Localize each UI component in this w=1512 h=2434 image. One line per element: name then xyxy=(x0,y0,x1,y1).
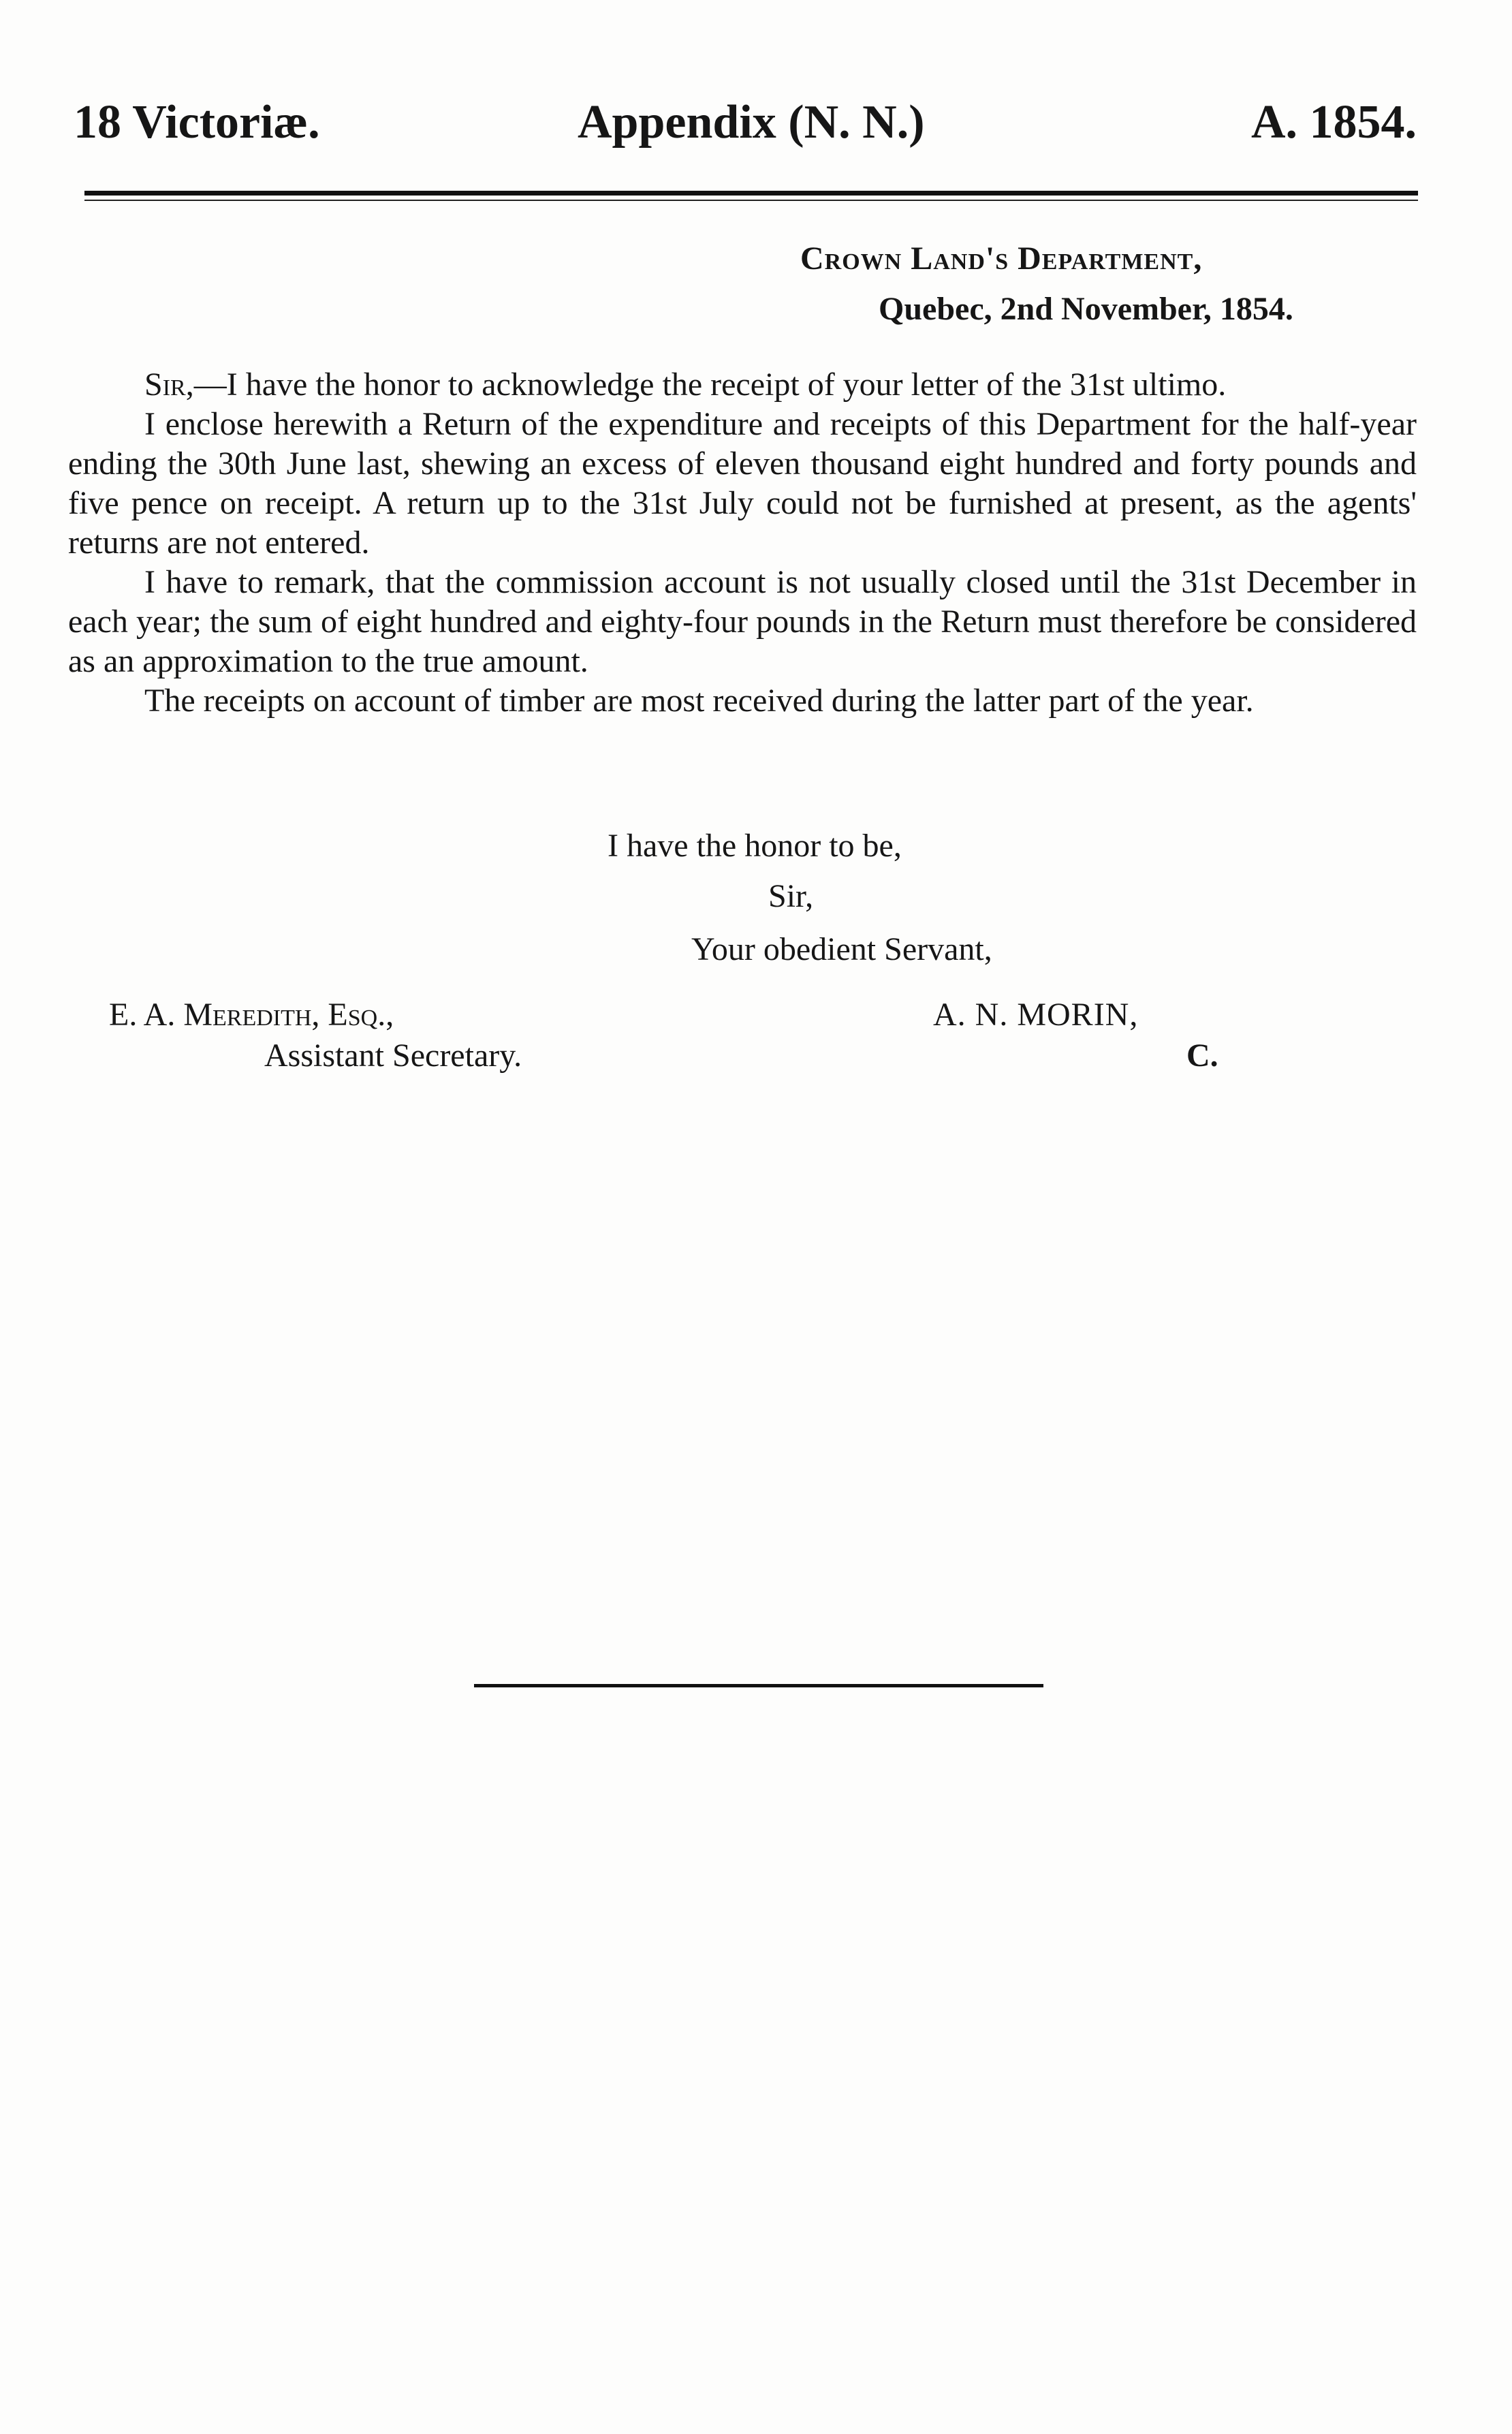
addressee-name xyxy=(109,996,394,1034)
running-header xyxy=(74,95,1417,150)
header-year: A. 1854. xyxy=(1250,96,1417,149)
sender-department: Crown Land's Department, xyxy=(800,240,1203,277)
signer-initial: C. xyxy=(1186,1037,1218,1074)
header-session: 18 Victoriæ. xyxy=(74,96,320,149)
header-appendix: Appendix (N. N.) xyxy=(578,96,925,149)
closing-line-3: Your obedient Servant, xyxy=(691,931,992,967)
addressee-title: Assistant Secretary. xyxy=(264,1037,522,1074)
paragraph-1 xyxy=(68,365,1417,405)
paragraph-1-text: —I have the honor to acknowledge the receipt of your letter of the 31st ultimo. xyxy=(193,366,1227,403)
closing-line-2: Sir, xyxy=(768,878,814,914)
header-rule-thin xyxy=(84,200,1418,201)
salutation: Sir, xyxy=(144,366,194,403)
paragraph-2: I enclose herewith a Return of the expenditure and receipts of this Department for the half-year ending the 30th June last, shewing an excess of eleven thousand eight hundred and forty pounds and five pence on receipt. A return up to the 31st July could not be furnished at present, as the agents' returns are not entered. xyxy=(68,406,1417,561)
signer-name: A. N. MORIN, xyxy=(933,997,1139,1033)
addressee-initials: E. A. xyxy=(109,997,176,1033)
end-rule xyxy=(474,1684,1043,1687)
closing-line-1: I have the honor to be, xyxy=(608,828,902,864)
addressee-surname: Meredith, Esq., xyxy=(183,997,394,1033)
header-rule xyxy=(84,191,1418,196)
letter-body xyxy=(68,365,1417,721)
paragraph-3: I have to remark, that the commission account is not usually closed until the 31st December in each year; the sum of eight hundred and eighty-four pounds in the Return must therefore be considered as an approximation to the true amount. xyxy=(68,564,1417,679)
paragraph-4: The receipts on account of timber are most received during the latter part of the year. xyxy=(144,683,1254,719)
place-and-date: Quebec, 2nd November, 1854. xyxy=(879,291,1293,327)
